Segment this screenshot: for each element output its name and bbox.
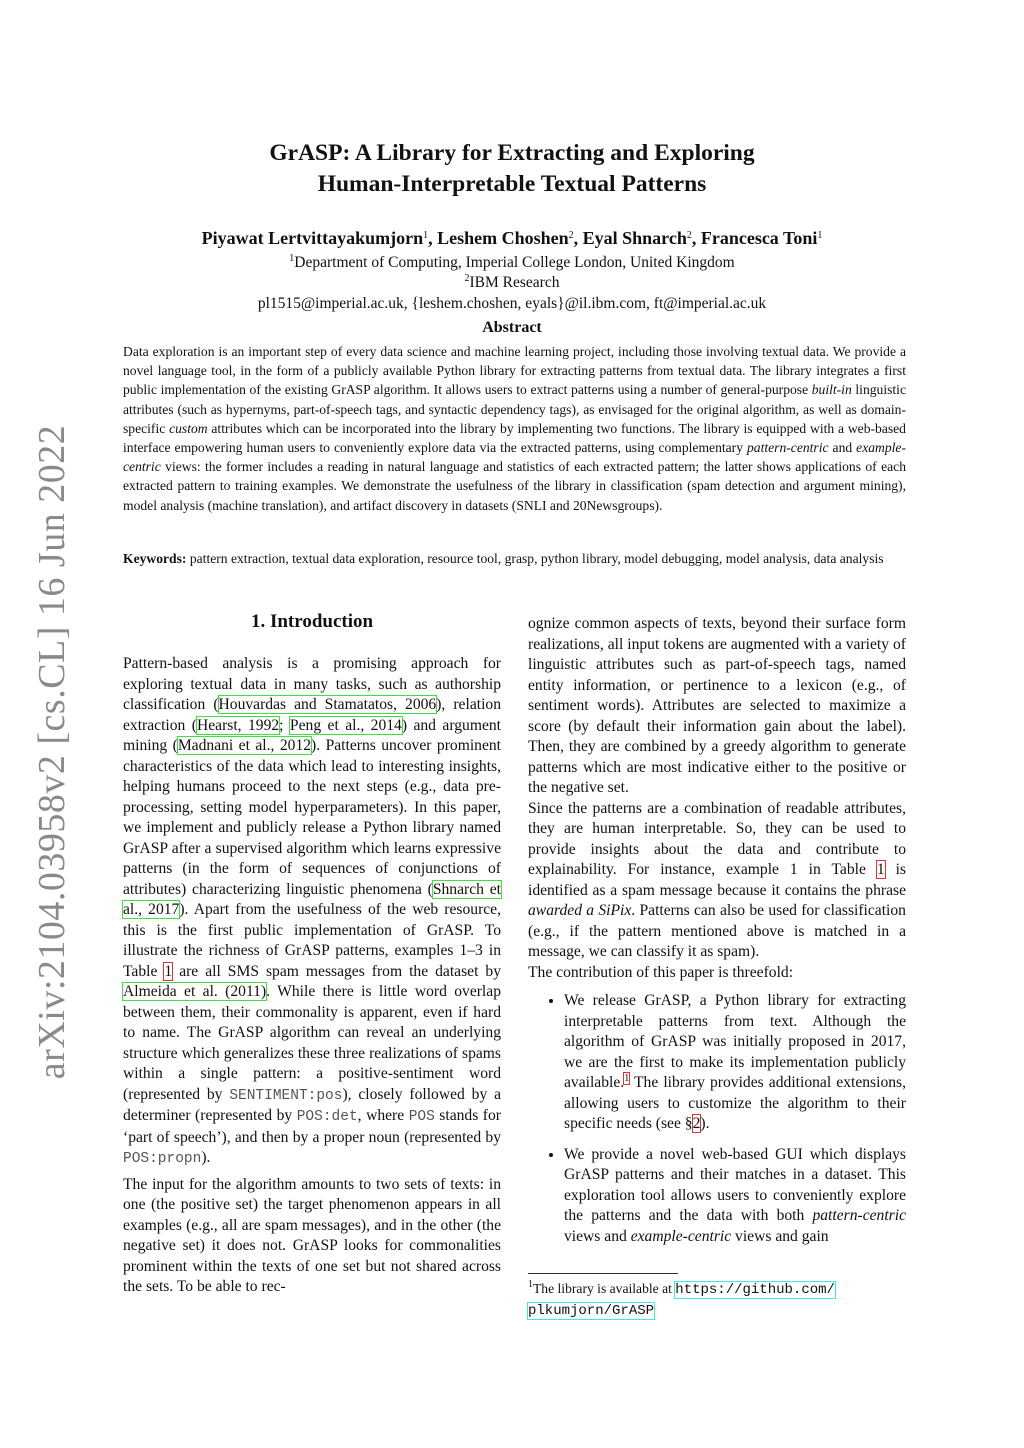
affil-mark: 2 — [568, 230, 574, 241]
code-token: POS:det — [296, 1109, 358, 1125]
list-item: • We provide a novel web-based GUI which displays GrASP patterns and their matches in a dataset. This exploration tool allows users to conveniently explore the patterns and the data with both pattern-centric views and example-centric views and gain — [564, 1145, 906, 1248]
affil-text: Department of Computing, Imperial College London, United Kingdom — [294, 254, 735, 271]
github-url-link[interactable]: https://github.com/ — [675, 1282, 835, 1298]
intro-paragraph-4: Since the patterns are a combination of readable attributes, they are human interpretable. So, they can be used to provide insights about the data and contribute to explainability. For instance, example 1 in Table 1 is identified as a spam message because it contains the phrase awarded a SiPix. Patterns can also be used for classification (e.g., if the pattern mentioned above is matched in a message, we can classify it as spam). — [528, 799, 906, 960]
section-ref-link[interactable]: 2 — [692, 1115, 701, 1132]
footnote-ref-link[interactable]: 1 — [624, 1073, 630, 1084]
table-ref-link[interactable]: 1 — [876, 861, 885, 878]
author-emails: pl1515@imperial.ac.uk, {leshem.choshen, eyals}@il.ibm.com, ft@imperial.ac.uk — [257, 295, 767, 312]
keywords — [123, 549, 906, 568]
author-sep: , — [573, 228, 583, 248]
code-token: POS:propn — [123, 1151, 202, 1167]
paper-title — [0, 138, 1024, 200]
contribution-list — [528, 991, 906, 1247]
keywords-label: Keywords: — [123, 551, 187, 566]
affil-mark: 1 — [423, 230, 429, 241]
right-column — [528, 614, 906, 1257]
citation-link[interactable]: Almeida et al. (2011) — [123, 983, 267, 1000]
intro-paragraph-3: ognize common aspects of texts, beyond their surface form realizations, all input tokens are augmented with a variety of linguistic attributes such as part-of-speech tags, named entity information, or pertinence to a lexicon (e.g., of sentiment words). Attributes are selected to maximize a score (by default their information gain about the label). Then, they are combined by a greedy algorithm to generate patterns which are most indicative either to the positive or the negative set. — [528, 615, 906, 796]
citation-link[interactable]: Peng et al., 2014 — [289, 716, 402, 734]
affil-mark: 1 — [289, 253, 295, 264]
abstract-heading: Abstract — [482, 319, 542, 336]
author: Leshem Choshen — [437, 228, 569, 248]
citation-link[interactable]: Madnani et al., 2012 — [177, 737, 312, 754]
affil-mark: 2 — [686, 230, 692, 241]
author-sep: , — [428, 228, 438, 248]
footnote: $^1$The library is available at https://github.com/ plkumjorn/GrASP — [528, 1279, 835, 1319]
footnote-mark: 1 — [528, 1279, 533, 1290]
section-heading-introduction: 1. Introduction — [250, 611, 374, 632]
code-token: POS — [408, 1109, 435, 1125]
author-list — [0, 228, 1024, 249]
author: Eyal Shnarch — [582, 228, 687, 248]
citation-link[interactable]: Shnarch et al., 2017 — [123, 880, 501, 918]
citation-link[interactable]: Hearst, 1992 — [196, 716, 280, 734]
affiliation-2 — [0, 273, 1024, 293]
author-sep: , — [691, 228, 701, 248]
title-line-1: GrASP: A Library for Extracting and Exploring — [269, 140, 755, 166]
affil-mark: 1 — [817, 230, 823, 241]
title-line-2: Human-Interpretable Textual Patterns — [317, 171, 707, 197]
abstract-body: Data exploration is an important step of every data science and machine learning project, including those involving textual data. We provide a novel language tool, in the form of a publicly available Python library for extracting patterns from textual data. The library integrates a first public implementation of the existing GrASP algorithm. It allows users to extract patterns using a number of general-purpose built-in linguistic attributes (such as hypernyms, part-of-speech tags, and syntactic dependency tags), as envisaged for the original algorithm, as well as domain-specific custom attributes which can be incorporated into the library by implementing two functions. The library is equipped with a web-based interface empowering human users to conveniently explore data via the extracted patterns, using complementary pattern-centric and example-centric views: the former includes a reading in natural language and statistics of each extracted pattern; the latter shows applications of each extracted pattern to training examples. We demonstrate the usefulness of the library in classification (spam detection and argument mining), model analysis (machine translation), and artifact discovery in datasets (SNLI and 20Newsgroups). — [123, 344, 906, 513]
affiliation-1 — [0, 253, 1024, 273]
author: Francesca Toni — [700, 228, 818, 248]
footnote-rule — [528, 1273, 678, 1274]
list-item: • We release GrASP, a Python library for extracting interpretable patterns from text. Although the algorithm of GrASP was initially proposed in 2017, we are the first to make its implementation publicly available.$^1$ The library provides additional extensions, allowing users to customize the algorithm to their specific needs (see §2). — [564, 991, 906, 1135]
affil-mark: 2 — [464, 273, 470, 284]
keywords-text: pattern extraction, textual data exploration, resource tool, grasp, python library, model debugging, model analysis, data analysis — [186, 551, 884, 566]
table-ref-link[interactable]: 1 — [164, 962, 173, 980]
github-url-link-cont[interactable]: plkumjorn/GrASP — [528, 1303, 655, 1319]
left-column — [123, 654, 501, 1303]
intro-paragraph-1: Pattern-based analysis is a promising approach for exploring textual data in many tasks, such as authorship classification (Houvardas and Stamatatos, 2006), relation extraction (Hearst, 1992; Peng et al., 2014) and argument mining (Madnani et al., 2012). Patterns uncover prominent characteristics of the data which lead to interesting insights, helping humans proceed to the next steps (e.g., data pre-processing, setting model hyperparameters). In this paper, we implement and publicly release a Python library named GrASP after a supervised algorithm which learns expressive patterns (in the form of sequences of conjunctions of attributes) characterizing linguistic phenomena (Shnarch et al., 2017). Apart from the usefulness of the web resource, this is the first public implementation of GrASP. To illustrate the richness of GrASP patterns, examples 1–3 in Table 1 are all SMS spam messages from the dataset by Almeida et al. (2011). While there is little word overlap between them, their commonality is apparent, even if hard to name. The GrASP algorithm can reveal an underlying structure which generalizes these three realizations of spams within a single pattern: a positive-sentiment word (represented by SENTIMENT:pos), closely followed by a determiner (represented by POS:det, where POS stands for ‘part of speech’), and then by a proper noun (represented by POS:propn). — [123, 655, 502, 1167]
code-token: SENTIMENT:pos — [229, 1087, 343, 1104]
intro-paragraph-5: The contribution of this paper is threefold: — [528, 963, 794, 981]
author: Piyawat Lertvittayakumjorn — [201, 228, 424, 248]
citation-link[interactable]: Houvardas and Stamatatos, 2006 — [218, 696, 437, 713]
affil-text: IBM Research — [469, 274, 560, 291]
intro-paragraph-2: The input for the algorithm amounts to two sets of texts: in one (the positive set) the target phenomenon appears in all examples (e.g., all are spam messages), and in the other (the negative set) it does not. GrASP looks for commonalities prominent within the texts of one set but not shared across the sets. To be able to rec- — [123, 1175, 501, 1295]
